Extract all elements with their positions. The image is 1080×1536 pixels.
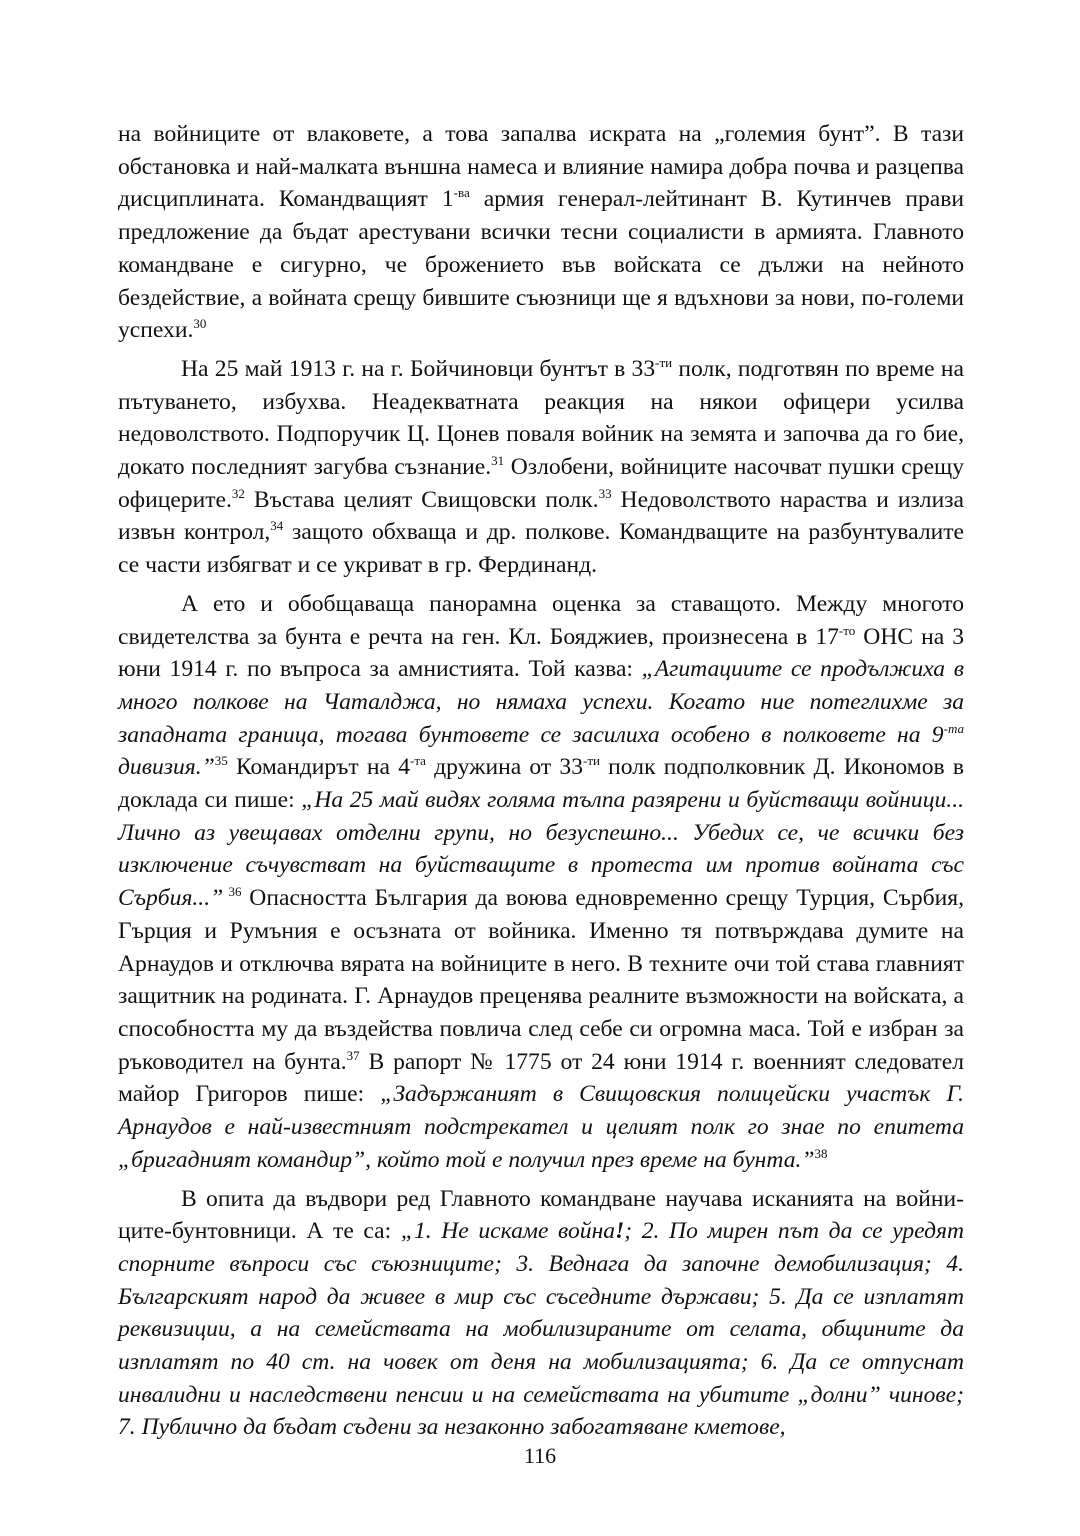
ordinal-suffix: -та [943,720,964,736]
page-number: 116 [523,1443,557,1468]
footnote-ref: -ти [655,354,673,370]
footnote-ref: 34 [270,518,284,534]
quotation-text: „Задържаният в Свищовския полицейски участък Г. Арнаудов е най-известният подстрекател и целият полк го знае по епитета „бригадният командир”, който той е получил през време на бунта.” [118,1081,964,1173]
text-run: Опасността България да воюва едновременно срещу Турция, Сърбия, Гърция и Румъния е осъзната от войника. Именно тя потвърждава думите на Арнаудов и отключва вярата на войниците в него. В техните очи той става главният защитник на родината. Г. Арнаудов преценява реалните възможности на войската, а способността му да въздейства повлича след себе си огромна маса. Той е избран за ръководител на бунта. [118,885,965,1075]
text-run: армия генерал-лейтинант В. Кутинчев прави предложение да бъдат арестувани всички тесни социалисти в армията. Главното командване е сигурно, че брожението във войската се дължи на нейното бездействие, а войната срещу бившите съюзници ще я вдъхнови за нови, по-големи успехи. [118,186,964,344]
paragraph [118,353,964,582]
text-run: Въстава целият Свищовски полк. [244,486,599,513]
text-run: ОНС на 3 юни 1914 г. по въпроса за амнистията. Той казва: [118,623,965,683]
footnote-ref: -ти [583,753,600,769]
quotation-text: дивизия.” [118,754,215,781]
quotation-text: ; 2. По мирен път да се уредят спорните въпроси със съюзниците; 3. Веднага да започне демобилизация; 4. Българският народ да живее в мир със съседните държави; 5. Да се изплатят реквизиции, а на семействата на мобилизираните от селата, общините да изплатят по 40 ст. на човек от деня на мобилизацията; 6. Да се отпуснат инвалидни и наследствени пенсии и на семействата на убитите „долни” чинове; 7. Публично да бъдат съдени за незаконно забогатяване кметове, [118,1218,965,1441]
text-run: дружина от 33 [425,754,583,781]
text-run: Командирът на 4 [227,754,411,781]
footnote-ref: 35 [214,753,228,769]
text-run: А ето и обобщаваща панорамна оценка за ставащото. Между многото свидетелства за бунта е речта на ген. Кл. Бояджиев, произнесена в 17 [118,590,964,650]
footnote-ref: 36 [223,884,242,900]
text-run: защото обхваща и др. полкове. Командващите на разбунтувалите се части избягват и се укриват в гр. Фердинанд. [118,519,964,579]
paragraph [118,118,964,347]
text-run: на войниците от влаковете, а това запалва искрата на „големия бунт”. В тази обстановка и най-малката външна намеса и влияние намира добра почва и разцепва дисциплината. Командващият 1 [118,121,964,213]
footnote-ref: 33 [598,485,612,501]
footnote-ref: 30 [193,316,207,332]
quotation-text: „1. Не искаме война [400,1218,616,1245]
text-run: Недоволството нараства и излиза извън контрол, [118,486,964,546]
paragraph [118,588,964,1177]
text-run: полк подполковник Д. Икономов в доклада си пише: [118,754,964,814]
text-run: Озлобени, войниците насочват пушки срещу офицерите. [118,454,965,513]
paragraph [118,1183,964,1445]
text-run: На 25 май 1913 г. на г. Бойчиновци бунтът в 33 [181,355,656,382]
text-run: В опита да въдвори ред Главното командване научава исканията на войниците-бунтовници. А те са: [118,1185,964,1245]
text-run: В рапорт № 1775 от 24 юни 1914 г. военният следовател майор Григоров пише: [118,1048,964,1108]
footnote-ref: -ва [453,185,470,201]
footnote-ref: 38 [814,1145,828,1161]
quotation-text: „На 25 май видях голяма тълпа разярени и буйстващи войници... Лично аз увещавах отделни групи, но безуспешно... Убедих се, че всички без изключение съчувстват на буйстващите в протеста им против войната със Сърбия...” [118,787,965,912]
emphasis-mark: ! [615,1218,625,1245]
footnote-ref: 32 [231,485,245,501]
footnote-ref: -та [410,753,426,769]
quotation-text: „Агитациите се продължиха в много полкове на Чаталджа, но нямаха успехи. Когато ние потеглихме за западната граница, тогава бунтовете се засилиха особено в полковете на 9 [118,656,964,748]
text-run: полк, подготвян по време на пътуването, избухва. Неадекватната реакция на някои офицери усилва недоволството. Подпоручик Ц. Цонев поваля войник на земята и започва да го бие, докато последният загубва съзнание. [118,355,964,481]
footnote-ref: -то [838,622,856,638]
footnote-ref: 31 [491,453,505,469]
footnote-ref: 37 [346,1047,360,1063]
body-text [118,118,964,1450]
